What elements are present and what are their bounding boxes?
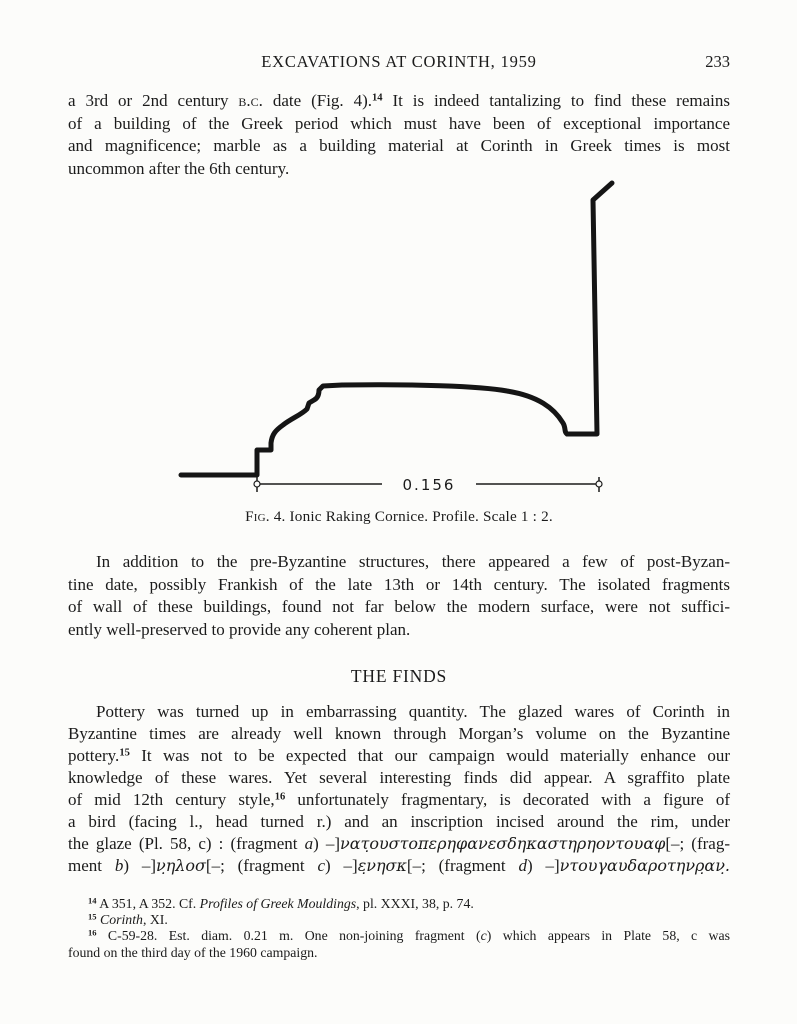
text-line: knowledge of these wares. Yet several interesting finds did appear. A sgraffito plate xyxy=(68,768,730,787)
text-line xyxy=(68,789,730,811)
paragraph-the-finds xyxy=(68,701,730,877)
text-segment: pottery. xyxy=(68,746,120,765)
text-segment: ment xyxy=(68,856,115,875)
text-line: In addition to the pre-Byzantine structures, there appeared a few of post-Byzan- xyxy=(96,552,730,571)
footnote-15 xyxy=(68,912,730,928)
greek-inscription-c: ε̣νησκ xyxy=(357,856,407,875)
text-segment: It was not to be expected that our campaign would materially enhance our xyxy=(129,746,730,765)
small-caps-bc: b.c. xyxy=(238,91,263,110)
fig-label: Fig. xyxy=(245,508,270,525)
text-segment: ) –] xyxy=(325,856,358,875)
text-segment: [–; (fragment xyxy=(406,856,519,875)
page-number: 233 xyxy=(705,52,730,71)
text-line: of a building of the Greek period which must have been of exceptional importance xyxy=(68,113,730,133)
greek-inscription-b: ν̣ηλοσ xyxy=(155,856,206,875)
fragment-letter-a: a xyxy=(304,834,314,853)
fragment-letter-d: d xyxy=(518,856,527,875)
footnotes xyxy=(68,896,730,961)
text-segment: It is indeed tantalizing to find these remains xyxy=(382,91,730,110)
text-segment: ) –] xyxy=(313,834,341,853)
section-heading: THE FINDS xyxy=(350,666,448,686)
footnote-ref-15: 15 xyxy=(119,747,130,759)
text-line xyxy=(68,833,730,855)
dimension-label: 0.156 xyxy=(402,476,456,494)
text-segment: ) –] xyxy=(526,856,560,875)
text-segment: C-59-28. Est. diam. 0.21 m. One non-joining fragment ( xyxy=(96,928,481,944)
footnote-16-continued: found on the third day of the 1960 campaign. xyxy=(68,944,318,960)
text-line: Byzantine times are already well known through Morgan’s volume on the Byzantine xyxy=(68,724,730,743)
text-line xyxy=(68,90,730,113)
paragraph-post-byzantine xyxy=(68,551,730,641)
text-segment: the glaze (Pl. 58, c) : (fragment xyxy=(68,834,305,853)
caption-text: 4. Ionic Raking Cornice. Profile. Scale 1 : 2. xyxy=(269,508,553,525)
footnote-ref-14: 14 xyxy=(372,92,383,104)
text-line: Pottery was turned up in embarrassing quantity. The glazed wares of Corinth in xyxy=(96,702,730,721)
text-segment: [–; (frag- xyxy=(665,834,730,853)
text-segment: of mid 12th century style, xyxy=(68,790,275,809)
text-line: and magnificence; marble as a building material at Corinth in Greek times is most xyxy=(68,136,730,155)
cited-work: Corinth xyxy=(100,912,143,928)
fragment-letter-b: b xyxy=(114,856,124,875)
cited-work: Profiles of Greek Mouldings xyxy=(199,896,357,911)
greek-inscription-a: νατ̣ουστοπερηφανεσδηκαστηρηοντουαφ xyxy=(340,834,666,853)
fragment-letter-c: c xyxy=(480,928,487,944)
footnote-ref-16: 16 xyxy=(274,791,286,803)
text-segment: A 351, A 352. Cf. xyxy=(96,896,200,911)
cornice-profile-figure xyxy=(150,172,630,502)
footnote-14 xyxy=(68,896,730,912)
text-line xyxy=(68,855,730,877)
text-segment: ) –] xyxy=(123,856,156,875)
running-title: EXCAVATIONS AT CORINTH, 1959 xyxy=(261,52,537,71)
text-segment: ) which appears in Plate 58, c was xyxy=(486,928,731,944)
fragment-letter-c: c xyxy=(317,856,326,875)
text-line xyxy=(68,745,730,767)
text-segment: date (Fig. 4). xyxy=(262,91,372,110)
text-segment: , pl. XXXI, 38, p. 74. xyxy=(356,896,474,911)
text-line: ently well-preserved to provide any coherent plan. xyxy=(68,619,411,639)
footnote-ref: 16 xyxy=(88,928,97,939)
figure-4 xyxy=(150,172,630,502)
footnote-ref: 14 xyxy=(88,895,97,906)
footnote-ref: 15 xyxy=(88,911,97,922)
paragraph-greek-building xyxy=(68,90,730,180)
profile-outline xyxy=(181,183,612,475)
text-line: a bird (facing l., head turned r.) and an inscription incised around the rim, under xyxy=(68,812,730,831)
page-header xyxy=(68,52,730,74)
greek-inscription-d: ντουγαυδαροτηνρ̣αν̣. xyxy=(559,856,731,875)
text-segment: a 3rd or 2nd century xyxy=(68,91,239,110)
text-segment: unfortunately fragmentary, is decorated with a figure of xyxy=(285,790,730,809)
footnote-16 xyxy=(68,928,730,944)
text-segment: [–; (fragment xyxy=(205,856,318,875)
text-line: tine date, possibly Frankish of the late 13th or 14th century. The isolated fragments xyxy=(68,574,730,594)
text-segment: , XI. xyxy=(142,912,168,928)
figure-caption xyxy=(68,508,730,526)
text-line: of wall of these buildings, found not far below the modern surface, were not suffici- xyxy=(68,597,730,616)
text-line: uncommon after the 6th century. xyxy=(68,158,290,178)
